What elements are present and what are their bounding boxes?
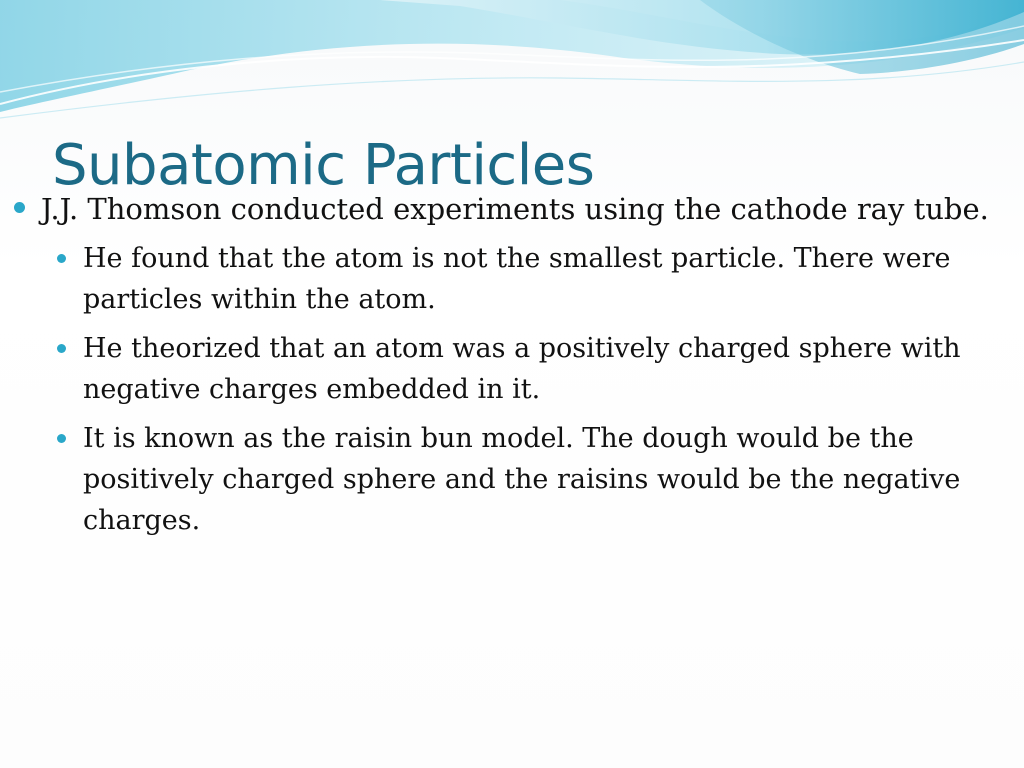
sub-bullet-item xyxy=(0,328,1024,410)
sub-bullet-item xyxy=(0,238,1024,320)
sub-bullet-text: He theorized that an atom was a positively charged sphere with negative charges embedded in it. xyxy=(83,333,961,405)
sub-bullet-text: It is known as the raisin bun model. The dough would be the positively charged sphere and the raisins would be the negative charges. xyxy=(83,423,961,536)
bullet-text: J.J. Thomson conducted experiments using the cathode ray tube. xyxy=(41,192,989,226)
sub-bullet-item xyxy=(0,418,1024,541)
bullet-icon xyxy=(57,344,66,353)
wave-decoration xyxy=(0,0,1024,140)
bullet-icon xyxy=(57,434,66,443)
bullet-icon xyxy=(57,254,66,263)
bullet-icon xyxy=(14,202,25,213)
slide-title: Subatomic Particles xyxy=(52,133,595,198)
slide-content xyxy=(0,188,1024,541)
bullet-item xyxy=(0,188,1024,230)
sub-bullet-text: He found that the atom is not the smallest particle. There were particles within the atom. xyxy=(83,243,951,315)
